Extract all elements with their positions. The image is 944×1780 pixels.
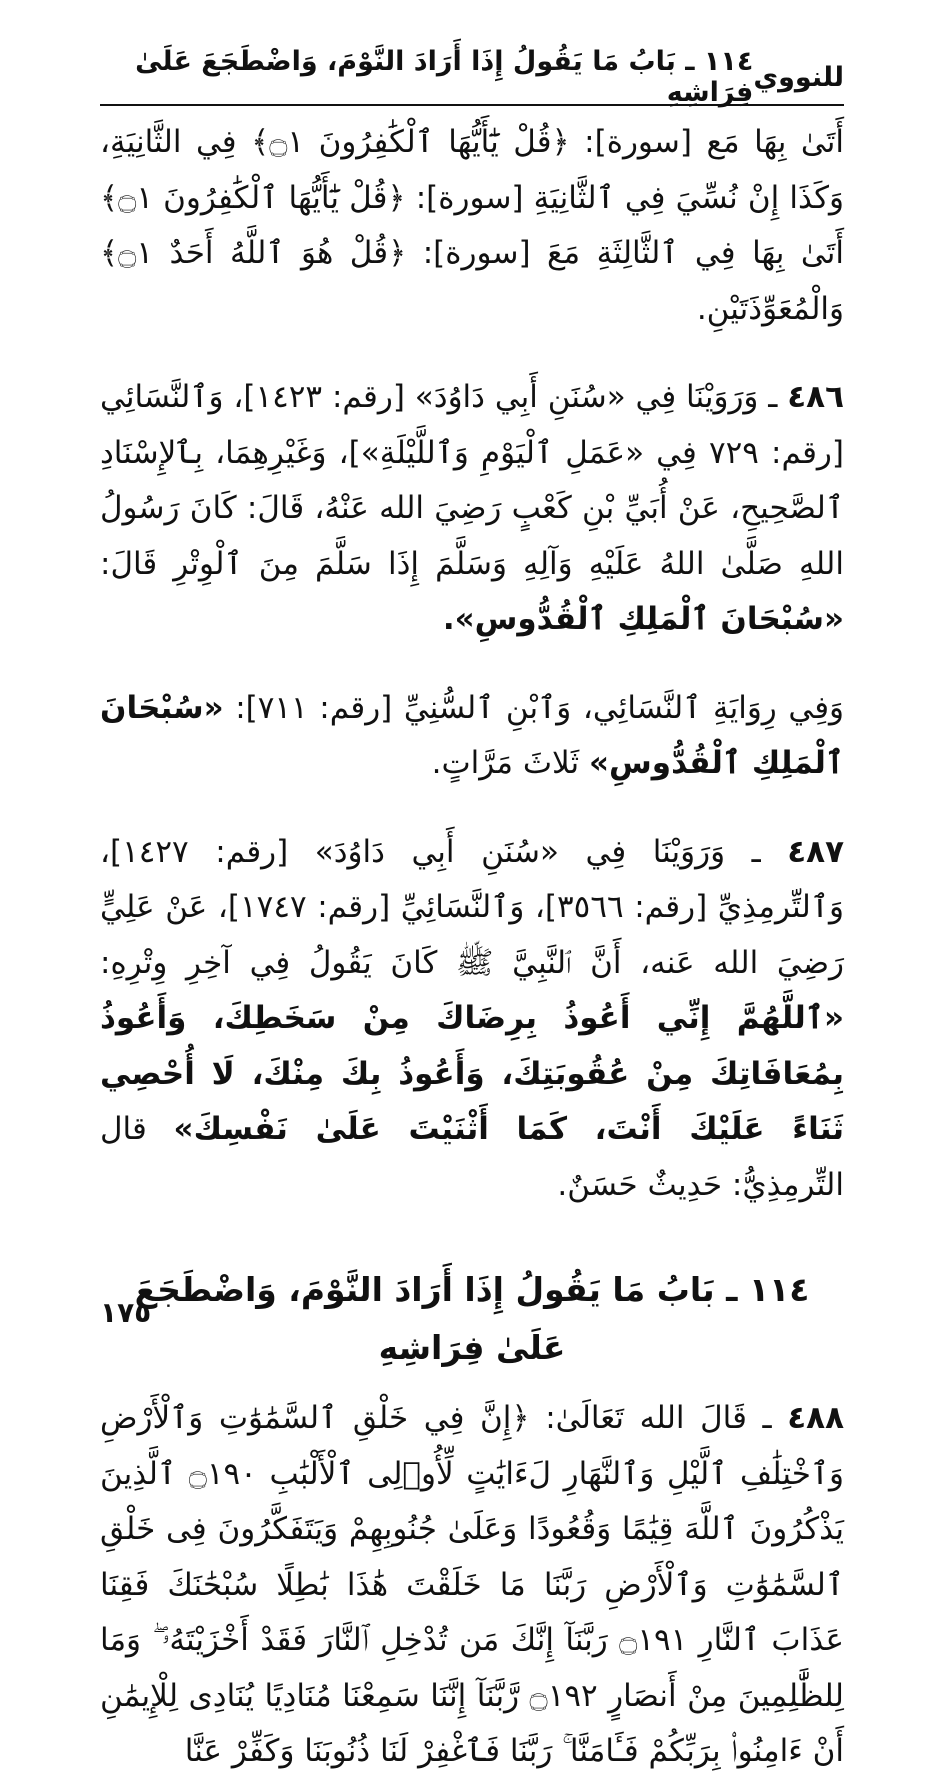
spacer — [100, 648, 844, 681]
header-divider — [100, 104, 844, 106]
spacer — [100, 1213, 844, 1261]
hadith-487 — [100, 825, 844, 1214]
hadith-486 — [100, 370, 844, 648]
running-header — [100, 46, 844, 108]
chapter-title: ١١٤ ـ بَابُ مَا يَقُولُ إِذَا أَرَادَ النَّوْمَ، وَاضْطَجَعَ عَلَىٰ فِرَاشِهِ — [134, 1270, 810, 1367]
hadith-486-variant — [100, 681, 844, 792]
hadith-488 — [100, 1391, 844, 1780]
hadith-text: ـ وَرَوَيْنَا فِي «سُنَنِ أَبِي دَاوُدَ» [رقم: ١٤٢٣]، وَٱلنَّسَائِي [رقم: ٧٢٩ فِي «عَمَلِ ٱلْيَوْمِ وَٱللَّيْلَةِ»]، وَغَيْرِهِمَا، بِٱلإِسْنَادِ ٱلصَّحِيحِ، عَنْ أُبَيِّ بْنِ كَعْبٍ رَضِيَ الله عَنْهُ، قَالَ: كَانَ رَسُولُ اللهِ صَلَّىٰ اللهُ عَلَيْهِ وَآلِهِ وَسَلَّمَ إِذَا سَلَّمَ مِنَ ٱلْوِتْرِ قَالَ: — [100, 379, 844, 582]
page-body — [100, 115, 844, 1780]
header-chapter-title: ١١٤ ـ بَابُ مَا يَقُولُ إِذَا أَرَادَ النَّوْمَ، وَاضْطَجَعَ عَلَىٰ فِرَاشِهِ — [135, 46, 754, 108]
page-number: ١٧٥ — [100, 1296, 152, 1329]
hadith-grading: قال التِّرمِذِيُّ: حَدِيثٌ حَسَنٌ. — [100, 1111, 844, 1203]
hadith-number: ٤٨٦ — [787, 379, 844, 415]
variant-dua: «سُبْحَانَ ٱلْمَلِكِ ٱلْقُدُّوسِ» — [100, 689, 844, 781]
variant-tail: ثَلاثَ مَرَّاتٍ. — [431, 745, 580, 781]
hadith-number: ٤٨٧ — [787, 833, 844, 870]
hadith-dua: «سُبْحَانَ ٱلْمَلِكِ ٱلْقُدُّوسِ». — [442, 601, 844, 637]
hadith-dua: «ٱللَّهُمَّ إِنِّي أَعُوذُ بِرِضَاكَ مِنْ سَخَطِكَ، وَأَعُوذُ بِمُعَافَاتِكَ مِنْ عُقُوبَتِكَ، وَأَعُوذُ بِكَ مِنْكَ، لَا أُحْصِي ثَنَاءً عَلَيْكَ أَنْتَ، كَمَا أَثْنَيْتَ عَلَىٰ نَفْسِكَ» — [100, 1000, 845, 1147]
header-author: للنووي — [753, 61, 844, 93]
hadith-number: ٤٨٨ — [787, 1400, 844, 1436]
spacer — [100, 337, 844, 370]
hadith-text: ـ وَرَوَيْنَا فِي «سُنَنِ أَبِي دَاوُدَ» [رقم: ١٤٢٧]، وَٱلتِّرمِذِيِّ [رقم: ٣٥٦٦]، وَٱلنَّسَائِيِّ [رقم: ١٧٤٧]، عَنْ عَلِيٍّ رَضِيَ الله عَنه، أَنَّ ٱلنَّبِيَّ ﷺ كَانَ يَقُولُ فِي آخِرِ وِتْرِهِ: — [100, 833, 844, 981]
variant-text: وَفِي رِوَايَةِ ٱلنَّسَائِي، وَٱبْنِ ٱلسُّنِيِّ [رقم: ٧١١]: — [235, 689, 844, 726]
intro-text: أَتَىٰ بِهَا مَع [سورة]: ﴿قُلْ يَٰٓأَيُّهَا ٱلْكَٰفِرُونَ ۝١﴾ فِي الثَّانِيَةِ، وَكَذَا إِنْ نُسِّيَ فِي ٱلثَّانِيَةِ [سورة]: ﴿قُلْ يَٰٓأَيُّهَا ٱلْكَٰفِرُونَ ۝١﴾ أَتَىٰ بِهَا فِي ٱلثَّالِثَةِ مَعَ [سورة]: ﴿قُلْ هُوَ ٱللَّهُ أَحَدٌ ۝١﴾ وَالْمُعَوِّذَتَيْنِ. — [100, 124, 844, 327]
spacer — [100, 792, 844, 825]
spacer — [100, 1377, 844, 1391]
quran-verses: ـ قَالَ الله تَعَالَىٰ: ﴿إِنَّ فِي خَلْقِ ٱلسَّمَٰوَٰتِ وَٱلْأَرْضِ وَٱخْتِلَٰفِ ٱلَّيْلِ وَٱلنَّهَارِ لَءَايَٰتٍ لِّأُو۟لِى ٱلْأَلْبَٰبِ ۝١٩٠ ٱلَّذِينَ يَذْكُرُونَ ٱللَّهَ قِيَٰمًا وَقُعُودًا وَعَلَىٰ جُنُوبِهِمْ وَيَتَفَكَّرُونَ فِى خَلْقِ ٱلسَّمَٰوَٰتِ وَٱلْأَرْضِ رَبَّنَا مَا خَلَقْتَ هَٰذَا بَٰطِلًا سُبْحَٰنَكَ فَقِنَا عَذَابَ ٱلنَّارِ ۝١٩١ رَبَّنَآ إِنَّكَ مَن تُدْخِلِ ٱلنَّارَ فَقَدْ أَخْزَيْتَهُۥ ۖ وَمَا لِلظَّٰلِمِينَ مِنْ أَنصَارٍ ۝١٩٢ رَّبَّنَآ إِنَّنَا سَمِعْنَا مُنَادِيًا يُنَادِى لِلْإِيمَٰنِ أَنْ ءَامِنُوا۟ بِرَبِّكُمْ فَـَٔامَنَّا ۚ رَبَّنَا فَٱغْفِرْ لَنَا ذُنُوبَنَا وَكَفِّرْ عَنَّا — [100, 1400, 845, 1769]
intro-paragraph — [100, 115, 844, 337]
